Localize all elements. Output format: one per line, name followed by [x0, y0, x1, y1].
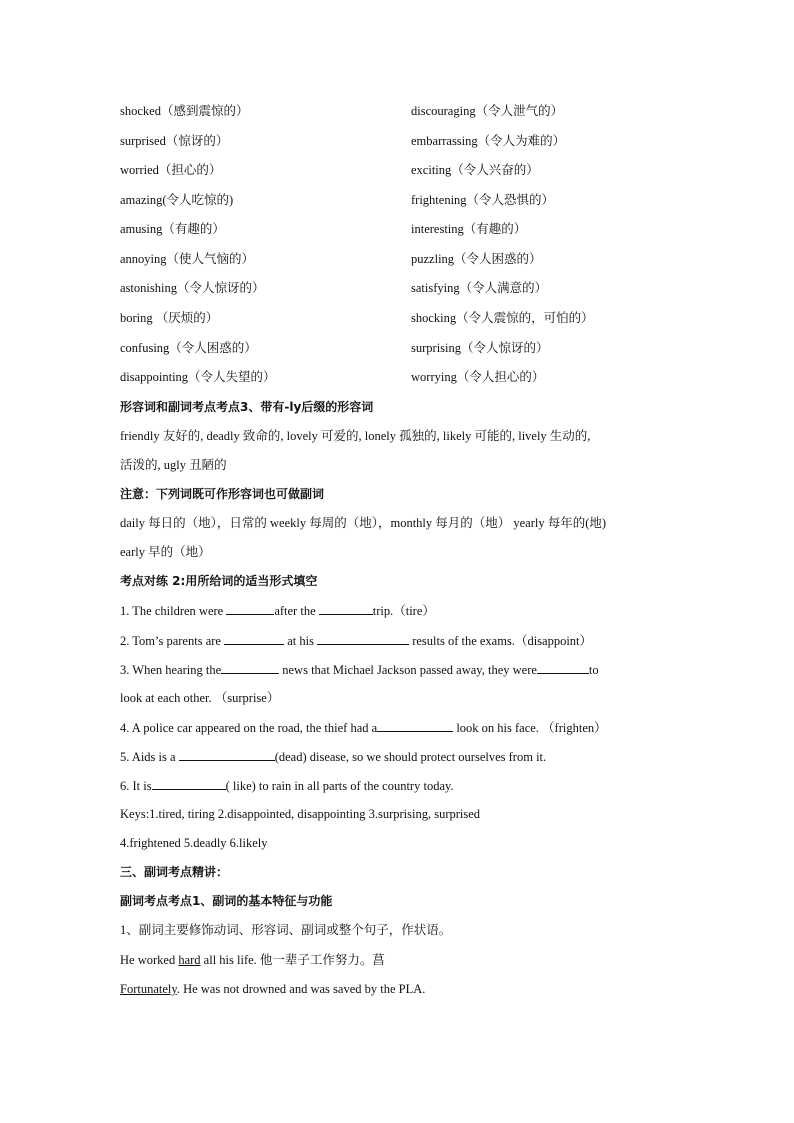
- q5-text-a: 5. Aids is a: [120, 750, 179, 764]
- adverb-point-1: 1、副词主要修饰动词、形容词、副词或整个句子，作状语。: [120, 923, 452, 937]
- adverb-subheading: 副词考点考点1、副词的基本特征与功能: [120, 894, 333, 908]
- word-left: boring （厌烦的）: [120, 311, 219, 325]
- word-right: shocking（令人震惊的，可怕的）: [411, 311, 594, 325]
- answer-blank[interactable]: [224, 632, 284, 645]
- question-6: [120, 777, 676, 793]
- adverb-example-2: [120, 981, 676, 997]
- word-right: worrying（令人担心的）: [411, 370, 545, 384]
- answer-blank[interactable]: [179, 748, 275, 761]
- question-3-cont: look at each other. （surprise）: [120, 691, 280, 705]
- q1-text-c: trip.（tire）: [372, 604, 435, 618]
- answer-blank[interactable]: [319, 602, 373, 615]
- q3-text-b: news that Michael Jackson passed away, they were: [279, 663, 537, 677]
- question-2: [120, 632, 676, 648]
- word-left: confusing（令人困惑的）: [120, 341, 257, 355]
- word-right: satisfying（令人满意的）: [411, 281, 548, 295]
- question-4: [120, 719, 676, 735]
- word-left: shocked（感到震惊的）: [120, 104, 249, 118]
- word-left: worried（担心的）: [120, 163, 222, 177]
- word-pair-row: [120, 133, 676, 149]
- exercise-heading: 考点对练 2:用所给词的适当形式填空: [120, 574, 318, 588]
- answer-keys-2: 4.frightened 5.deadly 6.likely: [120, 836, 268, 850]
- section-heading-note: 注意：下列词既可作形容词也可做副词: [120, 487, 325, 501]
- q2-text-b: at his: [284, 634, 318, 648]
- adverb-example-1: [120, 952, 676, 968]
- question-1: [120, 602, 676, 618]
- word-right: interesting（有趣的）: [411, 222, 527, 236]
- ly-words-line-1: friendly 友好的, deadly 致命的, lovely 可爱的, lonely 孤独的, likely 可能的, lively 生动的,: [120, 429, 591, 443]
- ly-words-line-2: 活泼的, ugly 丑陋的: [120, 458, 227, 472]
- word-right: puzzling（令人困惑的）: [411, 252, 542, 266]
- note-line-1: daily 每日的（地），日常的 weekly 每周的（地），monthly 每月的（地） yearly 每年的(地): [120, 516, 607, 530]
- word-pair-row: [120, 192, 676, 208]
- answer-blank[interactable]: [317, 632, 409, 645]
- word-pair-row: [120, 251, 676, 267]
- q3-text-c: to: [588, 663, 599, 677]
- ex2-text-b: . He was not drowned and was saved by the PLA.: [176, 982, 426, 996]
- section-heading-adverb: 三、副词考点精讲：: [120, 865, 229, 879]
- word-left: annoying（使人气恼的）: [120, 252, 255, 266]
- word-right: surprising（令人惊讶的）: [411, 341, 549, 355]
- ex1-text-a: He worked: [120, 953, 179, 967]
- word-right: discouraging（令人泄气的）: [411, 104, 564, 118]
- ex2-underlined: Fortunately: [120, 982, 177, 996]
- q1-text-b: after the: [274, 604, 319, 618]
- word-pair-row: [120, 103, 676, 119]
- answer-keys-1: Keys:1.tired, tiring 2.disappointed, disappointing 3.surprising, surprised: [120, 807, 481, 821]
- word-pair-row: [120, 369, 676, 385]
- q3-text-a: 3. When hearing the: [120, 663, 222, 677]
- q1-text-a: 1. The children were: [120, 604, 227, 618]
- q6-text-a: 6. It is: [120, 779, 152, 793]
- word-left: surprised（惊讶的）: [120, 134, 229, 148]
- word-pair-row: [120, 162, 676, 178]
- word-left: astonishing（令人惊讶的）: [120, 281, 265, 295]
- ex1-text-b: all his life. 他一辈子工作努力。菖: [200, 953, 385, 967]
- answer-blank[interactable]: [537, 661, 589, 674]
- question-3: [120, 661, 676, 677]
- word-left: amazing(令人吃惊的): [120, 193, 234, 207]
- word-pair-row: [120, 310, 676, 326]
- word-left: disappointing（令人失望的）: [120, 370, 276, 384]
- word-pair-row: [120, 280, 676, 296]
- q4-text-b: look on his face. （frighten）: [453, 721, 607, 735]
- question-5: [120, 748, 676, 764]
- ex1-underlined: hard: [178, 953, 201, 967]
- word-left: amusing（有趣的）: [120, 222, 225, 236]
- word-pair-row: [120, 221, 676, 237]
- word-right: frightening（令人恐惧的）: [411, 193, 555, 207]
- q6-text-b: ( like) to rain in all parts of the country today.: [225, 779, 454, 793]
- q5-text-b: (dead) disease, so we should protect ourselves from it.: [274, 750, 547, 764]
- answer-blank[interactable]: [226, 602, 274, 615]
- q2-text-a: 2. Tom’s parents are: [120, 634, 225, 648]
- word-right: embarrassing（令人为难的）: [411, 134, 566, 148]
- note-line-2: early 早的（地）: [120, 545, 211, 559]
- answer-blank[interactable]: [377, 719, 453, 732]
- answer-blank[interactable]: [221, 661, 279, 674]
- q2-text-c: results of the exams.（disappoint）: [409, 634, 593, 648]
- q4-text-a: 4. A police car appeared on the road, the thief had a: [120, 721, 378, 735]
- answer-blank[interactable]: [152, 777, 226, 790]
- word-right: exciting（令人兴奋的）: [411, 163, 539, 177]
- section-heading-ly: 形容词和副词考点考点3、带有-ly后缀的形容词: [120, 400, 374, 414]
- word-pair-row: [120, 340, 676, 356]
